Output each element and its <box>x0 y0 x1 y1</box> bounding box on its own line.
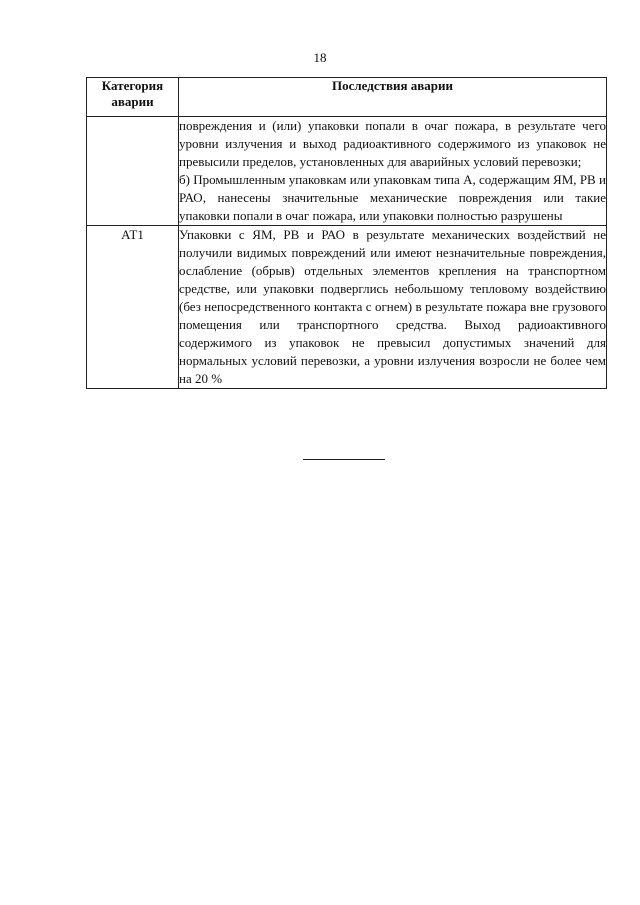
table-header-row <box>87 78 607 117</box>
category-cell: АТ1 <box>87 226 179 389</box>
column-header-category: Категория аварии <box>87 78 179 117</box>
consequences-cell <box>179 226 607 389</box>
table-row <box>87 226 607 389</box>
accident-category-table <box>86 77 607 389</box>
table-row <box>87 117 607 226</box>
consequences-cell <box>179 117 607 226</box>
consequence-paragraph: б) Промышленным упаковкам или упаковкам типа А, содержащим ЯМ, РВ и РАО, нанесены значительные механические повреждения или такие упаковки попали в очаг пожара, или упаковки полностью разрушены <box>179 172 606 223</box>
section-end-rule <box>303 459 385 460</box>
consequence-paragraph: Упаковки с ЯМ, РВ и РАО в результате механических воздействий не получили видимых повреждений или имеют незначительные повреждения, ослабление (обрыв) отдельных элементов крепления на транспортном средстве, или упаковки подверглись небольшому тепловому воздействию (без непосредственного контакта с огнем) в результате пожара вне грузового помещения или транспортного средства. Выход радиоактивного содержимого из упаковок не превысил допустимых значений для нормальных условий перевозки, а уровни излучения возросли не более чем на 20 % <box>179 227 606 386</box>
consequence-paragraph: повреждения и (или) упаковки попали в очаг пожара, в результате чего уровни излучения и выход радиоактивного содержимого из упаковок не превысили пределов, установленных для аварийных условий перевозки; <box>179 118 606 169</box>
category-cell <box>87 117 179 226</box>
page-number: 18 <box>313 50 327 65</box>
column-header-consequences: Последствия аварии <box>179 78 607 117</box>
